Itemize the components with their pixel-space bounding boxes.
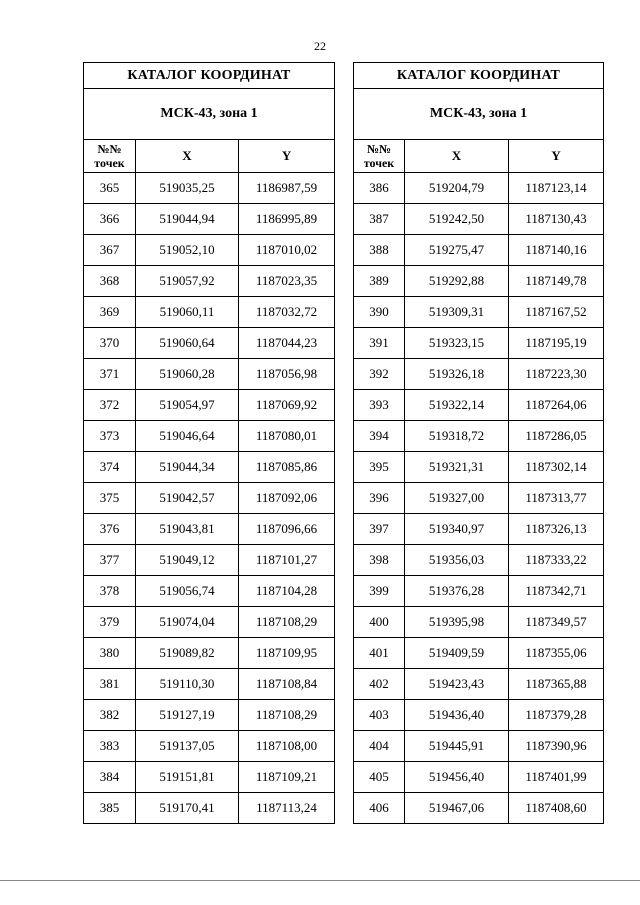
y-coordinate-cell: 1187032,72 xyxy=(239,297,335,328)
table-row xyxy=(354,421,604,452)
table-row xyxy=(354,328,604,359)
y-coordinate-cell: 1187333,22 xyxy=(509,545,604,576)
point-number-cell: 390 xyxy=(354,297,405,328)
points-column-header xyxy=(354,140,405,173)
x-coordinate-cell: 519436,40 xyxy=(405,700,509,731)
point-number-cell: 387 xyxy=(354,204,405,235)
footer-divider xyxy=(0,880,640,881)
point-number-cell: 386 xyxy=(354,173,405,204)
table-row xyxy=(84,204,335,235)
table-row xyxy=(354,669,604,700)
point-number-cell: 403 xyxy=(354,700,405,731)
y-coordinate-cell: 1187390,96 xyxy=(509,731,604,762)
table-row xyxy=(84,266,335,297)
table-row xyxy=(354,452,604,483)
point-number-cell: 388 xyxy=(354,235,405,266)
y-coordinate-cell: 1187108,29 xyxy=(239,700,335,731)
point-number-cell: 368 xyxy=(84,266,136,297)
x-coordinate-cell: 519042,57 xyxy=(136,483,239,514)
x-coordinate-cell: 519340,97 xyxy=(405,514,509,545)
x-coordinate-cell: 519110,30 xyxy=(136,669,239,700)
table-row xyxy=(84,173,335,204)
y-coordinate-cell: 1187044,23 xyxy=(239,328,335,359)
coordinate-catalog-table-left xyxy=(83,62,335,824)
point-number-cell: 374 xyxy=(84,452,136,483)
table-row xyxy=(354,607,604,638)
table-row xyxy=(354,731,604,762)
point-number-cell: 378 xyxy=(84,576,136,607)
table-row xyxy=(84,390,335,421)
table-row xyxy=(354,235,604,266)
point-number-cell: 365 xyxy=(84,173,136,204)
point-number-cell: 377 xyxy=(84,545,136,576)
x-coordinate-cell: 519321,31 xyxy=(405,452,509,483)
point-number-cell: 382 xyxy=(84,700,136,731)
table-row xyxy=(84,669,335,700)
point-number-cell: 394 xyxy=(354,421,405,452)
page-number: 22 xyxy=(314,39,326,53)
x-coordinate-cell: 519089,82 xyxy=(136,638,239,669)
point-number-cell: 381 xyxy=(84,669,136,700)
catalog-subtitle: МСК-43, зона 1 xyxy=(354,89,604,140)
points-header-line1: №№ xyxy=(366,142,392,156)
point-number-cell: 404 xyxy=(354,731,405,762)
x-coordinate-cell: 519137,05 xyxy=(136,731,239,762)
x-coordinate-cell: 519327,00 xyxy=(405,483,509,514)
table-row xyxy=(354,297,604,328)
y-coordinate-cell: 1187379,28 xyxy=(509,700,604,731)
x-coordinate-cell: 519292,88 xyxy=(405,266,509,297)
table-row xyxy=(84,421,335,452)
x-column-header: X xyxy=(405,140,509,173)
y-coordinate-cell: 1187010,02 xyxy=(239,235,335,266)
point-number-cell: 401 xyxy=(354,638,405,669)
y-coordinate-cell: 1187223,30 xyxy=(509,359,604,390)
x-coordinate-cell: 519395,98 xyxy=(405,607,509,638)
point-number-cell: 369 xyxy=(84,297,136,328)
y-column-header: Y xyxy=(239,140,335,173)
table-row xyxy=(84,545,335,576)
table-row xyxy=(354,514,604,545)
x-coordinate-cell: 519054,97 xyxy=(136,390,239,421)
x-coordinate-cell: 519376,28 xyxy=(405,576,509,607)
y-coordinate-cell: 1187080,01 xyxy=(239,421,335,452)
x-coordinate-cell: 519074,04 xyxy=(136,607,239,638)
point-number-cell: 396 xyxy=(354,483,405,514)
y-coordinate-cell: 1187342,71 xyxy=(509,576,604,607)
y-coordinate-cell: 1187108,84 xyxy=(239,669,335,700)
x-coordinate-cell: 519060,64 xyxy=(136,328,239,359)
y-coordinate-cell: 1187313,77 xyxy=(509,483,604,514)
x-coordinate-cell: 519356,03 xyxy=(405,545,509,576)
table-row xyxy=(84,514,335,545)
x-coordinate-cell: 519318,72 xyxy=(405,421,509,452)
y-coordinate-cell: 1187167,52 xyxy=(509,297,604,328)
table-row xyxy=(84,452,335,483)
x-coordinate-cell: 519043,81 xyxy=(136,514,239,545)
point-number-cell: 379 xyxy=(84,607,136,638)
x-coordinate-cell: 519309,31 xyxy=(405,297,509,328)
y-coordinate-cell: 1187109,21 xyxy=(239,762,335,793)
x-coordinate-cell: 519044,94 xyxy=(136,204,239,235)
x-coordinate-cell: 519044,34 xyxy=(136,452,239,483)
x-coordinate-cell: 519056,74 xyxy=(136,576,239,607)
x-coordinate-cell: 519445,91 xyxy=(405,731,509,762)
points-header-line2: точек xyxy=(94,156,125,170)
point-number-cell: 366 xyxy=(84,204,136,235)
point-number-cell: 384 xyxy=(84,762,136,793)
x-coordinate-cell: 519242,50 xyxy=(405,204,509,235)
y-coordinate-cell: 1187101,27 xyxy=(239,545,335,576)
table-row xyxy=(354,483,604,514)
points-header-line1: №№ xyxy=(97,142,122,156)
table-row xyxy=(354,359,604,390)
table-row xyxy=(354,173,604,204)
point-number-cell: 380 xyxy=(84,638,136,669)
table-row xyxy=(84,328,335,359)
x-coordinate-cell: 519467,06 xyxy=(405,793,509,824)
y-coordinate-cell: 1187085,86 xyxy=(239,452,335,483)
table-row xyxy=(84,762,335,793)
y-coordinate-cell: 1187355,06 xyxy=(509,638,604,669)
x-coordinate-cell: 519052,10 xyxy=(136,235,239,266)
x-coordinate-cell: 519170,41 xyxy=(136,793,239,824)
y-coordinate-cell: 1187349,57 xyxy=(509,607,604,638)
point-number-cell: 391 xyxy=(354,328,405,359)
y-coordinate-cell: 1186987,59 xyxy=(239,173,335,204)
table-row xyxy=(354,545,604,576)
y-coordinate-cell: 1187149,78 xyxy=(509,266,604,297)
point-number-cell: 385 xyxy=(84,793,136,824)
x-coordinate-cell: 519049,12 xyxy=(136,545,239,576)
x-coordinate-cell: 519035,25 xyxy=(136,173,239,204)
point-number-cell: 395 xyxy=(354,452,405,483)
point-number-cell: 389 xyxy=(354,266,405,297)
y-column-header: Y xyxy=(509,140,604,173)
catalog-title: КАТАЛОГ КООРДИНАТ xyxy=(84,63,335,89)
x-coordinate-cell: 519046,64 xyxy=(136,421,239,452)
table-row xyxy=(84,607,335,638)
x-coordinate-cell: 519326,18 xyxy=(405,359,509,390)
catalog-title: КАТАЛОГ КООРДИНАТ xyxy=(354,63,604,89)
y-coordinate-cell: 1187302,14 xyxy=(509,452,604,483)
point-number-cell: 406 xyxy=(354,793,405,824)
points-column-header xyxy=(84,140,136,173)
point-number-cell: 393 xyxy=(354,390,405,421)
x-coordinate-cell: 519060,28 xyxy=(136,359,239,390)
x-coordinate-cell: 519275,47 xyxy=(405,235,509,266)
y-coordinate-cell: 1187195,19 xyxy=(509,328,604,359)
y-coordinate-cell: 1187140,16 xyxy=(509,235,604,266)
point-number-cell: 371 xyxy=(84,359,136,390)
points-header-line2: точек xyxy=(363,156,395,170)
point-number-cell: 399 xyxy=(354,576,405,607)
table-row xyxy=(84,731,335,762)
table-row xyxy=(84,638,335,669)
x-coordinate-cell: 519409,59 xyxy=(405,638,509,669)
y-coordinate-cell: 1187092,06 xyxy=(239,483,335,514)
y-coordinate-cell: 1187108,00 xyxy=(239,731,335,762)
table-row xyxy=(84,576,335,607)
x-coordinate-cell: 519456,40 xyxy=(405,762,509,793)
y-coordinate-cell: 1187130,43 xyxy=(509,204,604,235)
y-coordinate-cell: 1187096,66 xyxy=(239,514,335,545)
point-number-cell: 375 xyxy=(84,483,136,514)
y-coordinate-cell: 1187286,05 xyxy=(509,421,604,452)
y-coordinate-cell: 1187401,99 xyxy=(509,762,604,793)
x-coordinate-cell: 519151,81 xyxy=(136,762,239,793)
table-row xyxy=(354,762,604,793)
point-number-cell: 372 xyxy=(84,390,136,421)
table-row xyxy=(354,576,604,607)
y-coordinate-cell: 1187264,06 xyxy=(509,390,604,421)
point-number-cell: 373 xyxy=(84,421,136,452)
y-coordinate-cell: 1187104,28 xyxy=(239,576,335,607)
point-number-cell: 392 xyxy=(354,359,405,390)
x-coordinate-cell: 519127,19 xyxy=(136,700,239,731)
table-row xyxy=(84,700,335,731)
y-coordinate-cell: 1187056,98 xyxy=(239,359,335,390)
y-coordinate-cell: 1187408,60 xyxy=(509,793,604,824)
point-number-cell: 402 xyxy=(354,669,405,700)
y-coordinate-cell: 1187326,13 xyxy=(509,514,604,545)
x-coordinate-cell: 519322,14 xyxy=(405,390,509,421)
x-coordinate-cell: 519204,79 xyxy=(405,173,509,204)
table-body xyxy=(354,173,604,824)
point-number-cell: 376 xyxy=(84,514,136,545)
catalog-subtitle: МСК-43, зона 1 xyxy=(84,89,335,140)
point-number-cell: 397 xyxy=(354,514,405,545)
table-row xyxy=(84,483,335,514)
y-coordinate-cell: 1187023,35 xyxy=(239,266,335,297)
table-row xyxy=(354,700,604,731)
y-coordinate-cell: 1187113,24 xyxy=(239,793,335,824)
point-number-cell: 370 xyxy=(84,328,136,359)
table-row xyxy=(84,793,335,824)
point-number-cell: 400 xyxy=(354,607,405,638)
y-coordinate-cell: 1187365,88 xyxy=(509,669,604,700)
point-number-cell: 405 xyxy=(354,762,405,793)
table-body xyxy=(84,173,335,824)
point-number-cell: 367 xyxy=(84,235,136,266)
y-coordinate-cell: 1187108,29 xyxy=(239,607,335,638)
y-coordinate-cell: 1186995,89 xyxy=(239,204,335,235)
y-coordinate-cell: 1187123,14 xyxy=(509,173,604,204)
table-row xyxy=(84,297,335,328)
coordinate-catalog-table-right xyxy=(353,62,604,824)
table-row xyxy=(354,638,604,669)
table-row xyxy=(354,204,604,235)
point-number-cell: 383 xyxy=(84,731,136,762)
x-coordinate-cell: 519060,11 xyxy=(136,297,239,328)
table-row xyxy=(354,390,604,421)
y-coordinate-cell: 1187069,92 xyxy=(239,390,335,421)
table-row xyxy=(84,235,335,266)
table-row xyxy=(354,793,604,824)
y-coordinate-cell: 1187109,95 xyxy=(239,638,335,669)
x-column-header: X xyxy=(136,140,239,173)
table-row xyxy=(354,266,604,297)
x-coordinate-cell: 519057,92 xyxy=(136,266,239,297)
x-coordinate-cell: 519423,43 xyxy=(405,669,509,700)
point-number-cell: 398 xyxy=(354,545,405,576)
table-row xyxy=(84,359,335,390)
x-coordinate-cell: 519323,15 xyxy=(405,328,509,359)
